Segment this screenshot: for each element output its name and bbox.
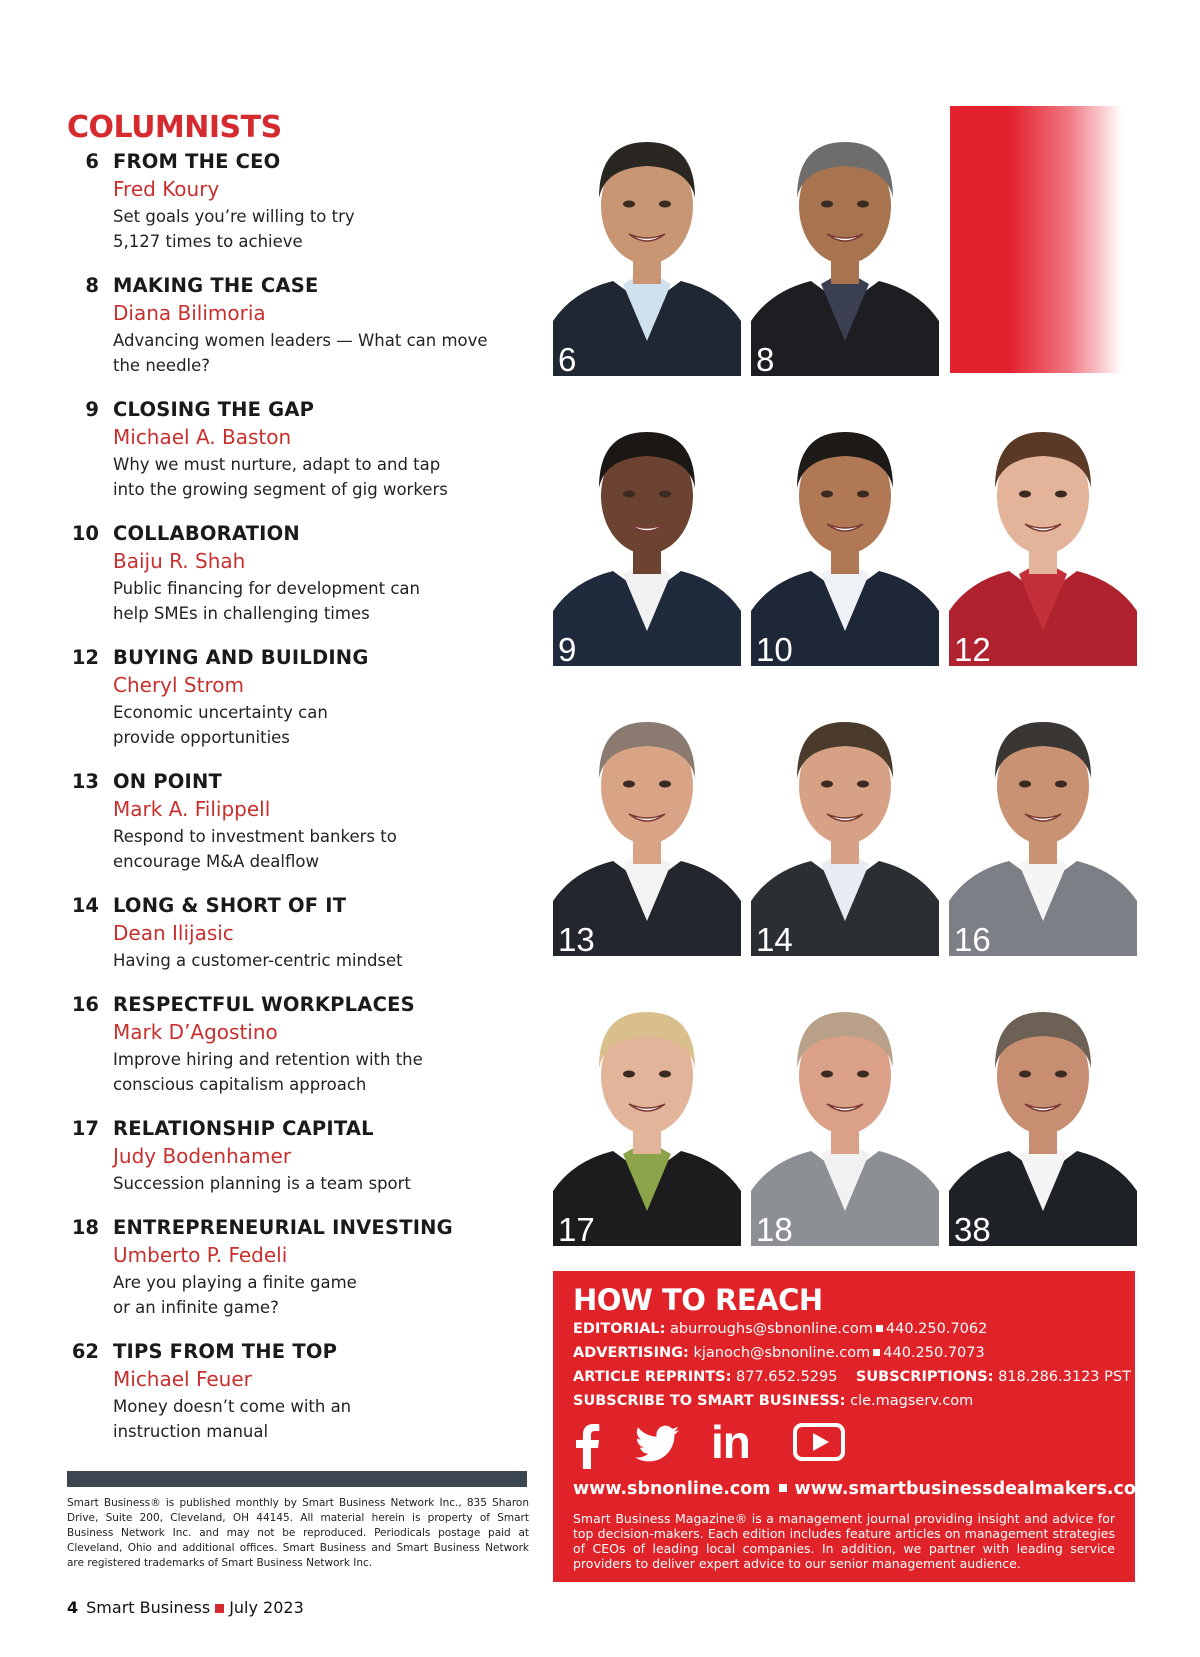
website-link[interactable]: www.sbnonline.com — [573, 1479, 771, 1499]
entry-description: Improve hiring and retention with the conscious capitalism approach — [113, 1050, 423, 1094]
columnist-photo — [949, 686, 1137, 956]
entry-page-number: 12 — [71, 646, 99, 669]
editorial-phone: 440.250.7062 — [885, 1321, 988, 1337]
entry-heading: LONG & SHORT OF IT — [113, 894, 347, 917]
magazine-description: Smart Business Magazine® is a management journal providing insight and advice for top decision-makers. Each edition includes feature articles on management strategies of CEOs of leading local companies. In addition, we partner with leading service providers to deliver expert advice to our senior management audience. — [573, 1511, 1115, 1571]
subscribe-contact — [573, 1389, 1115, 1413]
twitter-icon[interactable] — [635, 1425, 679, 1463]
advertising-label: ADVERTISING: — [573, 1345, 689, 1361]
red-gradient-block — [950, 106, 1122, 373]
portrait-image — [751, 396, 939, 666]
columnist-photo — [751, 976, 939, 1246]
reach-title: HOW TO REACH — [573, 1283, 823, 1317]
entry-author: Diana Bilimoria — [113, 301, 266, 325]
entry-author: Michael A. Baston — [113, 425, 292, 449]
portrait-image — [553, 106, 741, 376]
entry-heading: FROM THE CEO — [113, 150, 281, 173]
page-number: 4 — [67, 1598, 79, 1617]
entry-author: Umberto P. Fedeli — [113, 1243, 288, 1267]
entry-page-number: 6 — [85, 150, 99, 173]
entry-heading: CLOSING THE GAP — [113, 398, 315, 421]
columnist-photo — [949, 396, 1137, 666]
reprints-label: ARTICLE REPRINTS: — [573, 1369, 732, 1385]
youtube-icon[interactable] — [793, 1423, 845, 1461]
entry-page-number: 10 — [71, 522, 99, 545]
entry-author: Dean Ilijasic — [113, 921, 234, 945]
entry-author: Mark D’Agostino — [113, 1020, 278, 1044]
subscribe-url[interactable]: cle.magserv.com — [850, 1393, 974, 1409]
square-bullet-icon — [215, 1604, 224, 1613]
entry-description: Public financing for development can help SMEs in challenging times — [113, 579, 420, 623]
square-bullet-icon — [876, 1325, 883, 1332]
entry-heading: BUYING AND BUILDING — [113, 646, 369, 669]
entry-page-number: 18 — [71, 1216, 99, 1239]
issue-date: July 2023 — [229, 1598, 304, 1617]
columnist-photo — [751, 106, 939, 376]
entry-description: Economic uncertainty can provide opportunities — [113, 703, 328, 747]
section-title: COLUMNISTS — [67, 110, 282, 145]
entry-description: Advancing women leaders — What can move the needle? — [113, 331, 488, 375]
entry-description: Money doesn’t come with an instruction manual — [113, 1397, 352, 1441]
publisher-notice: Smart Business® is published monthly by Smart Business Network Inc., 835 Sharon Drive, Suite 200, Cleveland, OH 44145. All material herein is property of Smart Business Network Inc. and may not be reproduced. Periodicals postage paid at Cleveland, Ohio and additional offices. Smart Business and Smart Business Network are registered trademarks of Smart Business Network Inc. — [67, 1497, 529, 1569]
columnist-photo — [553, 976, 741, 1246]
subscriptions-label: SUBSCRIPTIONS: — [855, 1369, 994, 1385]
photo-page-number: 9 — [558, 631, 577, 666]
entry-heading: RELATIONSHIP CAPITAL — [113, 1117, 374, 1140]
entry-page-number: 8 — [85, 274, 99, 297]
square-bullet-icon — [779, 1484, 787, 1492]
entry-page-number: 62 — [71, 1340, 99, 1363]
portrait-image — [553, 396, 741, 666]
entry-page-number: 13 — [71, 770, 99, 793]
photo-page-number: 8 — [756, 341, 775, 376]
photo-page-number: 13 — [558, 921, 595, 956]
columnist-photo — [949, 976, 1137, 1246]
photo-page-number: 16 — [954, 921, 991, 956]
portrait-image — [553, 976, 741, 1246]
photo-page-number: 10 — [756, 631, 793, 666]
advertising-phone: 440.250.7073 — [883, 1345, 985, 1361]
entry-description: Succession planning is a team sport — [113, 1174, 411, 1193]
entry-author: Michael Feuer — [113, 1367, 252, 1391]
photo-page-number: 12 — [954, 631, 991, 666]
publication-name: Smart Business — [86, 1598, 211, 1617]
portrait-image — [751, 106, 939, 376]
entry-heading: ENTREPRENEURIAL INVESTING — [113, 1216, 453, 1239]
photo-page-number: 18 — [756, 1211, 793, 1246]
website-link[interactable]: www.smartbusinessdealmakers.com — [794, 1479, 1155, 1499]
subscriptions-phone: 818.286.3123 PST — [998, 1369, 1131, 1385]
entry-heading: ON POINT — [113, 770, 223, 793]
portrait-image — [553, 686, 741, 956]
entry-heading: COLLABORATION — [113, 522, 300, 545]
entry-description: Set goals you’re willing to try 5,127 times to achieve — [113, 207, 355, 251]
advertising-contact — [573, 1341, 1115, 1365]
website-links — [573, 1479, 1154, 1499]
entry-page-number: 14 — [71, 894, 99, 917]
columnist-photo — [751, 396, 939, 666]
entry-author: Judy Bodenhamer — [113, 1144, 292, 1168]
entry-description: Why we must nurture, adapt to and tap into the growing segment of gig workers — [113, 455, 448, 499]
reprints-contact — [573, 1365, 1131, 1389]
entry-description: Are you playing a finite game or an infinite game? — [113, 1273, 357, 1317]
entry-description: Having a customer-centric mindset — [113, 951, 403, 970]
entry-description: Respond to investment bankers to encourage M&A dealflow — [113, 827, 397, 871]
divider-bar — [67, 1471, 527, 1487]
portrait-image — [949, 976, 1137, 1246]
entry-page-number: 17 — [71, 1117, 99, 1140]
entry-heading: TIPS FROM THE TOP — [113, 1340, 338, 1363]
editorial-label: EDITORIAL: — [573, 1321, 666, 1337]
photo-page-number: 14 — [756, 921, 793, 956]
reprints-phone: 877.652.5295 — [736, 1369, 838, 1385]
entry-page-number: 16 — [71, 993, 99, 1016]
columnist-photo — [553, 686, 741, 956]
subscribe-label: SUBSCRIBE TO SMART BUSINESS: — [573, 1393, 846, 1409]
linkedin-icon[interactable]: in — [711, 1416, 750, 1468]
facebook-icon[interactable] — [573, 1421, 601, 1469]
photo-page-number: 17 — [558, 1211, 595, 1246]
page-footer — [67, 1598, 304, 1617]
entry-author: Mark A. Filippell — [113, 797, 271, 821]
editorial-email[interactable]: aburroughs@sbnonline.com — [669, 1321, 873, 1337]
columnist-photo — [751, 686, 939, 956]
advertising-email[interactable]: kjanoch@sbnonline.com — [693, 1345, 871, 1361]
editorial-contact — [573, 1317, 1115, 1341]
portrait-image — [949, 686, 1137, 956]
columnist-photo — [553, 106, 741, 376]
columnist-photo — [553, 396, 741, 666]
photo-page-number: 6 — [558, 341, 577, 376]
how-to-reach-box — [553, 1271, 1155, 1582]
portrait-image — [751, 686, 939, 956]
entry-heading: MAKING THE CASE — [113, 274, 319, 297]
entry-author: Fred Koury — [113, 177, 220, 201]
entry-author: Cheryl Strom — [113, 673, 244, 697]
entry-author: Baiju R. Shah — [113, 549, 246, 573]
square-bullet-icon — [873, 1349, 880, 1356]
entry-heading: RESPECTFUL WORKPLACES — [113, 993, 415, 1016]
entry-page-number: 9 — [85, 398, 99, 421]
portrait-image — [751, 976, 939, 1246]
photo-page-number: 38 — [954, 1211, 991, 1246]
portrait-image — [949, 396, 1137, 666]
